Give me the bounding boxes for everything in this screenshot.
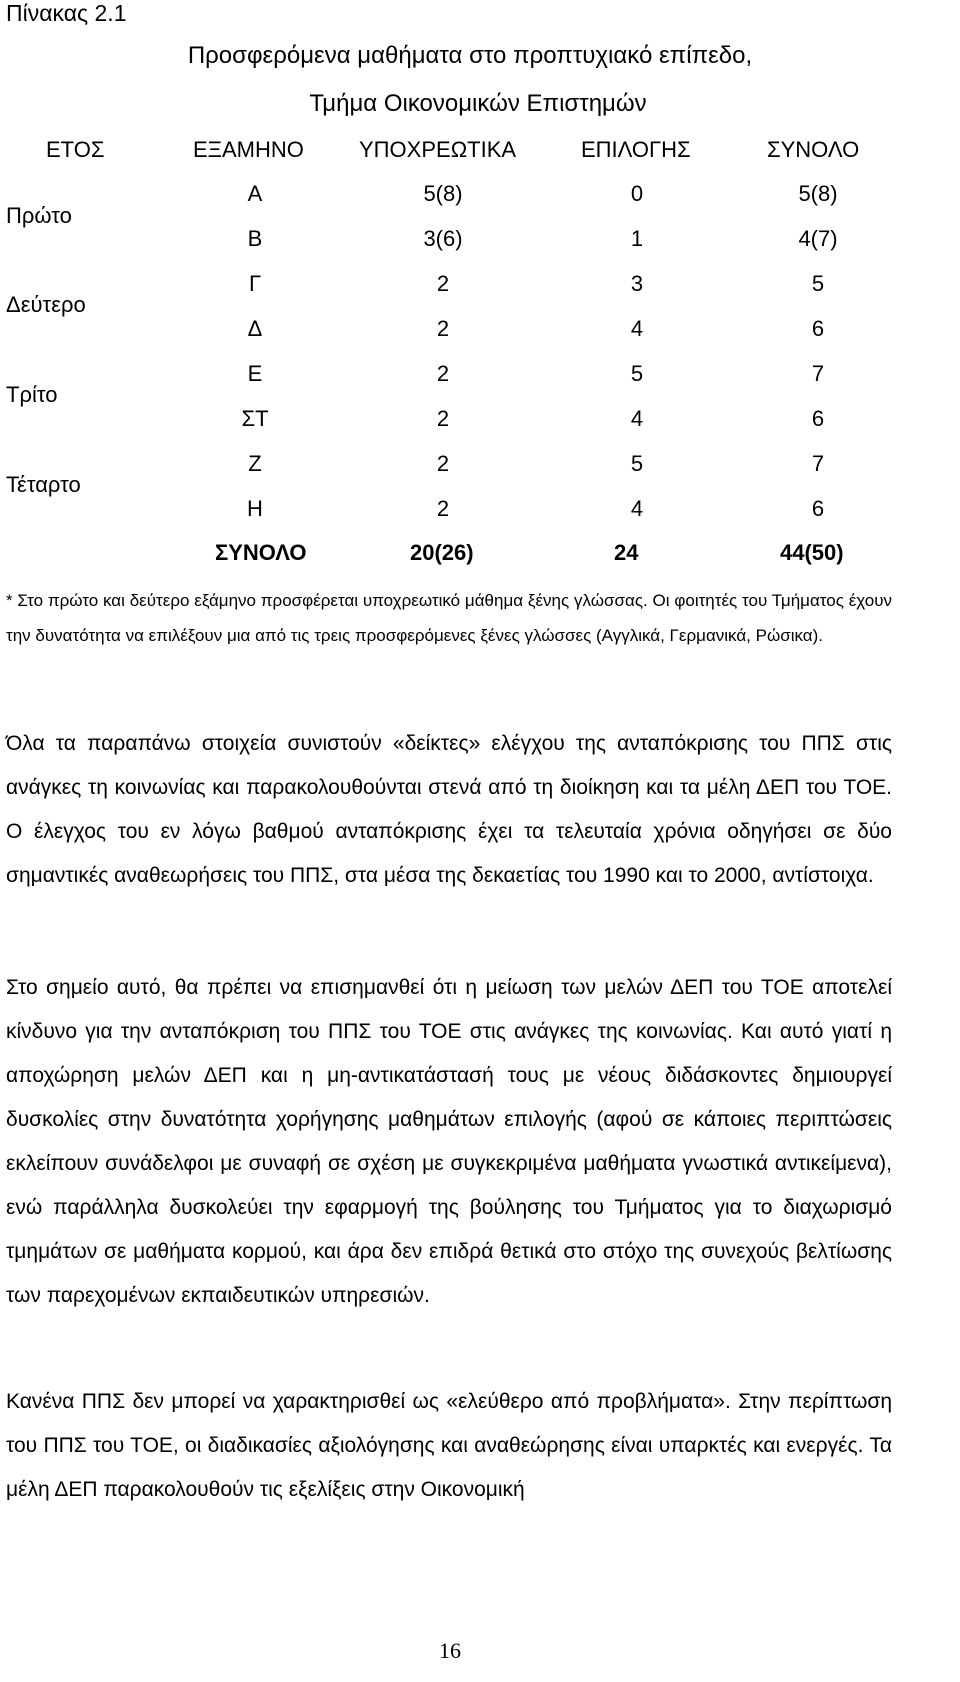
- cell-elective: 0: [630, 181, 644, 206]
- cell-mandatory: 3(6): [423, 226, 463, 251]
- cell-semester: Ε: [247, 361, 263, 386]
- cell-mandatory: 5(8): [423, 181, 463, 206]
- year-label: Τέταρτο: [6, 472, 81, 497]
- cell-total: 6: [811, 496, 825, 521]
- cell-elective: 5: [630, 451, 644, 476]
- cell-mandatory: 2: [436, 496, 450, 521]
- cell-semester: Γ: [248, 271, 262, 296]
- cell-semester: Α: [247, 181, 263, 206]
- table-subtitle: Τμήμα Οικονομικών Επιστημών: [309, 90, 647, 117]
- cell-semester: Β: [247, 226, 263, 251]
- table-label: Πίνακας 2.1: [6, 0, 127, 26]
- cell-mandatory: 2: [436, 451, 450, 476]
- page-number: 16: [439, 1638, 461, 1663]
- cell-elective: 1: [630, 226, 644, 251]
- header-mandatory: ΥΠΟΧΡΕΩΤΙΚΑ: [359, 137, 517, 162]
- cell-semester: Ζ: [248, 451, 262, 476]
- cell-mandatory: 2: [436, 361, 450, 386]
- cell-elective: 3: [630, 271, 644, 296]
- cell-total: 6: [811, 316, 825, 341]
- cell-mandatory: 2: [436, 406, 450, 431]
- paragraph: Όλα τα παραπάνω στοιχεία συνιστούν «δείκτες» ελέγχου της ανταπόκρισης του ΠΠΣ στις ανάγκες τη κοινωνίας και παρακολουθούνται στενά από τη διοίκηση και τα μέλη ΔΕΠ του ΤΟΕ. Ο έλεγχος του εν λόγω βαθμού ανταπόκρισης έχει τα τελευταία χρόνια οδηγήσει σε δύο σημαντικές αναθεωρήσεις του ΠΠΣ, στα μέσα της δεκαετίας του 1990 και το 2000, αντίστοιχα.: [6, 732, 892, 887]
- cell-semester: ΣΤ: [241, 406, 269, 431]
- cell-elective: 5: [630, 361, 644, 386]
- cell-elective: 4: [630, 496, 644, 521]
- cell-semester: Η: [247, 496, 263, 521]
- cell-semester: Δ: [247, 316, 263, 341]
- paragraph: Κανένα ΠΠΣ δεν μπορεί να χαρακτηρισθεί ως «ελεύθερο από προβλήματα». Στην περίπτωση του ΠΠΣ του ΤΟΕ, οι διαδικασίες αξιολόγησης και αναθεώρησης είναι υπαρκτές και ενεργές. Τα μέλη ΔΕΠ παρακολουθούν τις εξελίξεις στην Οικονομική: [6, 1390, 892, 1501]
- cell-total: 4(7): [798, 226, 838, 251]
- table-title: Προσφερόμενα μαθήματα στο προπτυχιακό επίπεδο,: [187, 42, 753, 69]
- year-label: Πρώτο: [6, 203, 72, 228]
- cell-mandatory: 2: [436, 271, 450, 296]
- header-elective: ΕΠΙΛΟΓΗΣ: [581, 137, 691, 162]
- header-semester: ΕΞΑΜΗΝΟ: [193, 137, 304, 162]
- cell-total: 5(8): [798, 181, 838, 206]
- paragraph: Στο σημείο αυτό, θα πρέπει να επισημανθεί ότι η μείωση των μελών ΔΕΠ του ΤΟΕ αποτελεί κίνδυνο για την ανταπόκριση του ΠΠΣ του ΤΟΕ στις ανάγκες της κοινωνίας. Και αυτό γιατί η αποχώρηση μελών ΔΕΠ και η μη-αντικατάστασή τους με νέους διδάσκοντες δημιουργεί δυσκολίες στην δυνατότητα χορήγησης μαθημάτων επιλογής (αφού σε κάποιες περιπτώσεις εκλείπουν συνάδελφοι με συναφή σε σχέση με συγκεκριμένα μαθήματα γνωστικά αντικείμενα), ενώ παράλληλα δυσκολεύει την εφαρμογή της βούλησης του Τμήματος για το διαχωρισμό τμημάτων σε μαθήματα κορμού, και άρα δεν επιδρά θετικά στο στόχο της συνεχούς βελτίωσης των παρεχομένων εκπαιδευτικών υπηρεσιών.: [6, 976, 892, 1307]
- totals-label: ΣΥΝΟΛΟ: [215, 540, 307, 565]
- totals-elective: 24: [614, 540, 639, 565]
- cell-mandatory: 2: [436, 316, 450, 341]
- cell-elective: 4: [630, 316, 644, 341]
- cell-total: 6: [811, 406, 825, 431]
- cell-elective: 4: [630, 406, 644, 431]
- year-label: Δεύτερο: [6, 292, 86, 317]
- cell-total: 7: [811, 361, 825, 386]
- year-label: Τρίτο: [6, 382, 58, 407]
- cell-total: 5: [811, 271, 825, 296]
- table-footnote: * Στο πρώτο και δεύτερο εξάμηνο προσφέρεται υποχρεωτικό μάθημα ξένης γλώσσας. Οι φοιτητές του Τμήματος έχουν την δυνατότητα να επιλέξουν μια από τις τρεις προσφερόμενες ξένες γλώσσες (Αγγλικά, Γερμανικά, Ρώσικα).: [6, 591, 892, 645]
- totals-total: 44(50): [780, 540, 844, 565]
- cell-total: 7: [811, 451, 825, 476]
- totals-mandatory: 20(26): [410, 540, 474, 565]
- header-year: ΕΤΟΣ: [46, 137, 105, 162]
- header-total: ΣΥΝΟΛΟ: [767, 137, 860, 162]
